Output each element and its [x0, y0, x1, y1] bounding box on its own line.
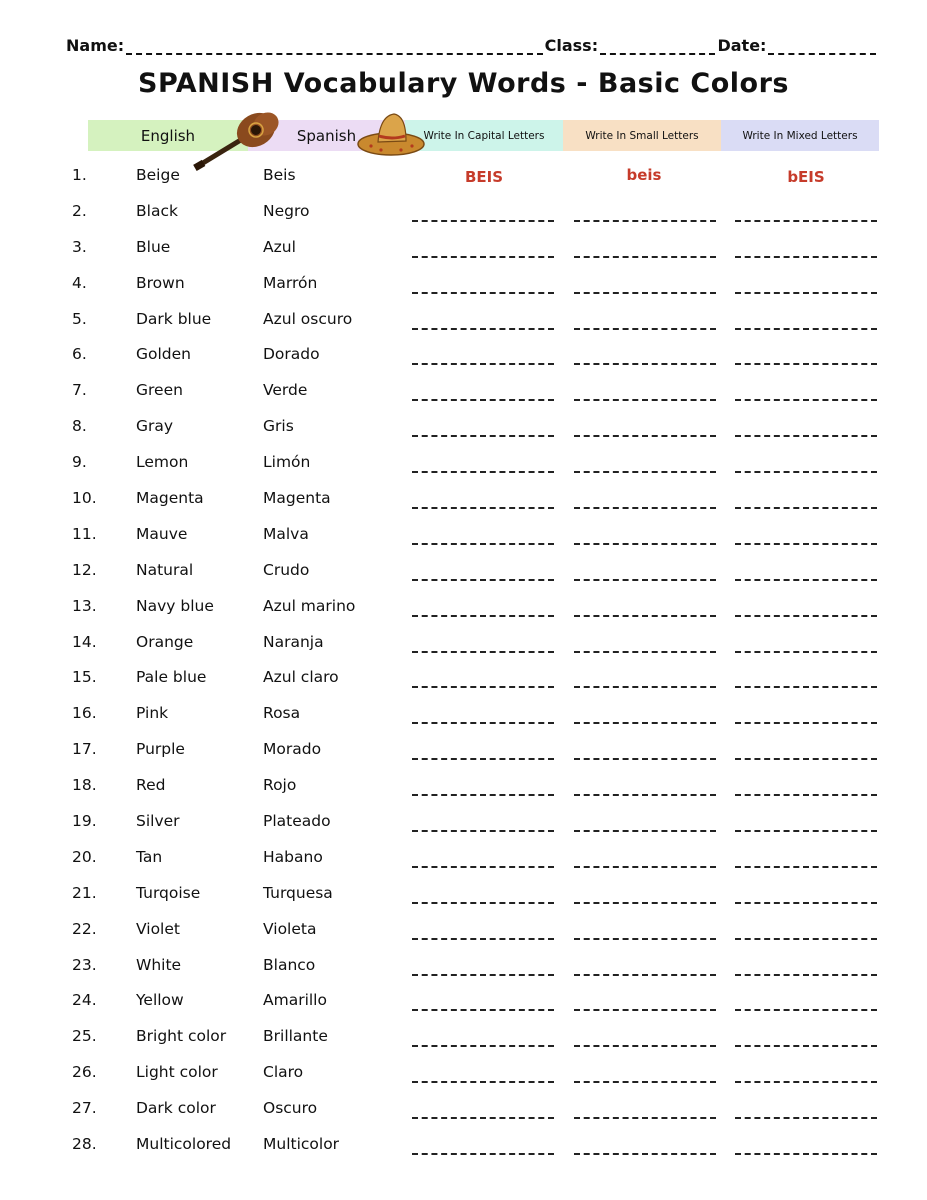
list-item [0, 768, 927, 804]
capital-answer-line[interactable] [412, 292, 554, 294]
english-word: Green [136, 381, 183, 400]
small-answer-line[interactable] [574, 1117, 716, 1119]
item-number: 4. [72, 273, 87, 292]
capital-answer-line[interactable] [412, 1045, 554, 1047]
small-answer-line[interactable] [574, 507, 716, 509]
spanish-word: Azul claro [263, 668, 339, 687]
spanish-word: Azul oscuro [263, 309, 353, 328]
english-word: Brown [136, 273, 185, 292]
small-answer-line[interactable] [574, 543, 716, 545]
english-word: Red [136, 776, 166, 795]
capital-answer-line[interactable] [412, 1009, 554, 1011]
capital-answer-line[interactable] [412, 758, 554, 760]
capital-answer-line[interactable] [412, 507, 554, 509]
list-item [0, 912, 927, 948]
mixed-answer-line[interactable] [735, 220, 877, 222]
page-title: SPANISH Vocabulary Words - Basic Colors [138, 68, 789, 99]
item-number: 3. [72, 237, 87, 256]
mixed-answer-line[interactable] [735, 758, 877, 760]
capital-answer-line[interactable] [412, 794, 554, 796]
spanish-word: Dorado [263, 345, 320, 364]
list-item [0, 696, 927, 732]
mixed-answer-line[interactable] [735, 615, 877, 617]
mixed-answer-line[interactable] [735, 1081, 877, 1083]
item-number: 23. [72, 955, 97, 974]
item-number: 25. [72, 1027, 97, 1046]
mixed-answer-line[interactable] [735, 399, 877, 401]
spanish-word: Habano [263, 847, 323, 866]
english-word: Dark blue [136, 309, 212, 328]
spanish-word: Rojo [263, 776, 297, 795]
mixed-answer-line[interactable] [735, 938, 877, 940]
list-item [0, 625, 927, 661]
item-number: 14. [72, 632, 97, 651]
capital-answer-line[interactable] [412, 471, 554, 473]
list-item [0, 445, 927, 481]
example-capital: BEIS [464, 168, 504, 186]
column-header-capital: Write In Capital Letters [405, 120, 563, 151]
item-number: 15. [72, 668, 97, 687]
example-small: beis [626, 166, 662, 184]
english-word: Natural [136, 560, 194, 579]
small-answer-line[interactable] [574, 256, 716, 258]
mixed-answer-line[interactable] [735, 471, 877, 473]
capital-answer-line[interactable] [412, 902, 554, 904]
small-answer-line[interactable] [574, 830, 716, 832]
capital-answer-line[interactable] [412, 938, 554, 940]
column-header-mixed: Write In Mixed Letters [721, 120, 879, 151]
list-item [0, 732, 927, 768]
list-item [0, 194, 927, 230]
item-number: 12. [72, 560, 97, 579]
small-answer-line[interactable] [574, 579, 716, 581]
capital-answer-line[interactable] [412, 543, 554, 545]
list-item [0, 1019, 927, 1055]
list-item [0, 1091, 927, 1127]
mixed-answer-line[interactable] [735, 1045, 877, 1047]
english-word: Golden [136, 345, 191, 364]
capital-answer-line[interactable] [412, 399, 554, 401]
date-field[interactable] [768, 39, 876, 55]
english-word: Beige [136, 166, 180, 184]
small-answer-line[interactable] [574, 363, 716, 365]
english-word: Purple [136, 740, 185, 759]
small-answer-line[interactable] [574, 399, 716, 401]
english-word: Orange [136, 632, 194, 651]
mixed-answer-line[interactable] [735, 1153, 877, 1155]
name-field[interactable] [126, 39, 543, 55]
spanish-word: Blanco [263, 955, 316, 974]
english-word: Black [136, 201, 178, 220]
class-field[interactable] [600, 39, 715, 55]
item-number: 22. [72, 919, 97, 938]
list-item [0, 948, 927, 984]
english-word: Magenta [136, 489, 204, 508]
item-number: 5. [72, 309, 87, 328]
english-word: Mauve [136, 524, 188, 543]
spanish-word: Violeta [263, 919, 317, 938]
mixed-answer-line[interactable] [735, 435, 877, 437]
english-word: Tan [136, 847, 163, 866]
list-item [0, 337, 927, 373]
spanish-word: Crudo [263, 560, 310, 579]
english-word: Bright color [136, 1027, 227, 1046]
list-item [0, 589, 927, 625]
mixed-answer-line[interactable] [735, 902, 877, 904]
list-item [0, 230, 927, 266]
spanish-word: Plateado [263, 812, 331, 831]
item-number: 21. [72, 883, 97, 902]
capital-answer-line[interactable] [412, 220, 554, 222]
spanish-word: Oscuro [263, 1099, 318, 1118]
list-item [0, 373, 927, 409]
small-answer-line[interactable] [574, 794, 716, 796]
capital-answer-line[interactable] [412, 328, 554, 330]
mixed-answer-line[interactable] [735, 722, 877, 724]
capital-answer-line[interactable] [412, 435, 554, 437]
list-item [0, 876, 927, 912]
item-number: 27. [72, 1099, 97, 1118]
item-number: 10. [72, 489, 97, 508]
english-word: Pink [136, 704, 169, 723]
item-number: 19. [72, 812, 97, 831]
capital-answer-line[interactable] [412, 1153, 554, 1155]
item-number: 9. [72, 453, 87, 472]
small-answer-line[interactable] [574, 938, 716, 940]
small-answer-line[interactable] [574, 974, 716, 976]
mixed-answer-line[interactable] [735, 866, 877, 868]
english-word: Dark color [136, 1099, 216, 1118]
small-answer-line[interactable] [574, 902, 716, 904]
small-answer-line[interactable] [574, 722, 716, 724]
mixed-answer-line[interactable] [735, 830, 877, 832]
example-mixed: bEIS [787, 168, 825, 186]
worksheet-header [66, 36, 878, 55]
list-item [0, 158, 927, 194]
list-item [0, 840, 927, 876]
spanish-word: Rosa [263, 704, 301, 723]
list-item [0, 1127, 927, 1163]
capital-answer-line[interactable] [412, 1117, 554, 1119]
list-item [0, 1055, 927, 1091]
english-word: Blue [136, 237, 171, 256]
mixed-answer-line[interactable] [735, 328, 877, 330]
mixed-answer-line[interactable] [735, 1117, 877, 1119]
spanish-word: Azul [263, 237, 296, 256]
english-word: Lemon [136, 453, 189, 472]
spanish-word: Marrón [263, 273, 318, 292]
list-item [0, 983, 927, 1019]
item-number: 20. [72, 847, 97, 866]
small-answer-line[interactable] [574, 292, 716, 294]
sombrero-icon [356, 108, 426, 160]
small-answer-line[interactable] [574, 758, 716, 760]
english-word: Multicolored [136, 1135, 232, 1154]
list-item [0, 409, 927, 445]
spanish-word: Verde [263, 381, 308, 400]
item-number: 17. [72, 740, 97, 759]
item-number: 26. [72, 1063, 97, 1082]
spanish-word: Gris [263, 417, 294, 436]
mixed-answer-line[interactable] [735, 543, 877, 545]
column-header-spanish: Spanish [248, 120, 405, 151]
english-word: Yellow [136, 991, 184, 1010]
capital-answer-line[interactable] [412, 722, 554, 724]
mixed-answer-line[interactable] [735, 686, 877, 688]
item-number: 2. [72, 201, 87, 220]
list-item [0, 266, 927, 302]
small-answer-line[interactable] [574, 1045, 716, 1047]
item-number: 16. [72, 704, 97, 723]
mixed-answer-line[interactable] [735, 292, 877, 294]
item-number: 6. [72, 345, 87, 364]
english-word: Turqoise [136, 883, 201, 902]
list-item [0, 517, 927, 553]
item-number: 13. [72, 596, 97, 615]
item-number: 7. [72, 381, 87, 400]
small-answer-line[interactable] [574, 1081, 716, 1083]
english-word: Violet [136, 919, 180, 938]
vocabulary-list [0, 158, 927, 1163]
mixed-answer-line[interactable] [735, 507, 877, 509]
spanish-word: Limón [263, 453, 311, 472]
english-word: Navy blue [136, 596, 214, 615]
mixed-answer-line[interactable] [735, 794, 877, 796]
capital-answer-line[interactable] [412, 256, 554, 258]
capital-answer-line[interactable] [412, 686, 554, 688]
english-word: Silver [136, 812, 180, 831]
capital-answer-line[interactable] [412, 974, 554, 976]
small-answer-line[interactable] [574, 328, 716, 330]
spanish-word: Turquesa [263, 883, 333, 902]
small-answer-line[interactable] [574, 686, 716, 688]
spanish-word: Multicolor [263, 1135, 340, 1154]
mixed-answer-line[interactable] [735, 974, 877, 976]
small-answer-line[interactable] [574, 866, 716, 868]
spanish-word: Amarillo [263, 991, 327, 1010]
capital-answer-line[interactable] [412, 830, 554, 832]
column-header-small: Write In Small Letters [563, 120, 721, 151]
list-item [0, 481, 927, 517]
item-number: 11. [72, 524, 97, 543]
small-answer-line[interactable] [574, 471, 716, 473]
item-number: 1. [72, 166, 87, 184]
capital-answer-line[interactable] [412, 363, 554, 365]
list-item [0, 302, 927, 338]
item-number: 8. [72, 417, 87, 436]
english-word: Gray [136, 417, 174, 436]
capital-answer-line[interactable] [412, 651, 554, 653]
spanish-word: Brillante [263, 1027, 328, 1046]
capital-answer-line[interactable] [412, 1081, 554, 1083]
spanish-word: Naranja [263, 632, 324, 651]
small-answer-line[interactable] [574, 1009, 716, 1011]
capital-answer-line[interactable] [412, 579, 554, 581]
spanish-word: Magenta [263, 489, 331, 508]
list-item [0, 553, 927, 589]
mixed-answer-line[interactable] [735, 651, 877, 653]
mixed-answer-line[interactable] [735, 256, 877, 258]
spanish-word: Beis [263, 166, 296, 184]
spanish-word: Malva [263, 524, 309, 543]
small-answer-line[interactable] [574, 1153, 716, 1155]
list-item [0, 660, 927, 696]
name-label: Name: [66, 36, 125, 55]
english-word: Light color [136, 1063, 218, 1082]
small-answer-line[interactable] [574, 220, 716, 222]
small-answer-line[interactable] [574, 651, 716, 653]
spanish-word: Claro [263, 1063, 304, 1082]
class-label: Class: [544, 36, 599, 55]
spanish-word: Negro [263, 201, 310, 220]
capital-answer-line[interactable] [412, 866, 554, 868]
date-label: Date: [717, 36, 767, 55]
english-word: Pale blue [136, 668, 207, 687]
mixed-answer-line[interactable] [735, 1009, 877, 1011]
small-answer-line[interactable] [574, 435, 716, 437]
small-answer-line[interactable] [574, 615, 716, 617]
english-word: White [136, 955, 182, 974]
spanish-word: Morado [263, 740, 322, 759]
item-number: 28. [72, 1135, 97, 1154]
item-number: 24. [72, 991, 97, 1010]
spanish-word: Azul marino [263, 596, 356, 615]
capital-answer-line[interactable] [412, 615, 554, 617]
item-number: 18. [72, 776, 97, 795]
mixed-answer-line[interactable] [735, 363, 877, 365]
column-header-english: English [88, 120, 248, 151]
mixed-answer-line[interactable] [735, 579, 877, 581]
list-item [0, 804, 927, 840]
